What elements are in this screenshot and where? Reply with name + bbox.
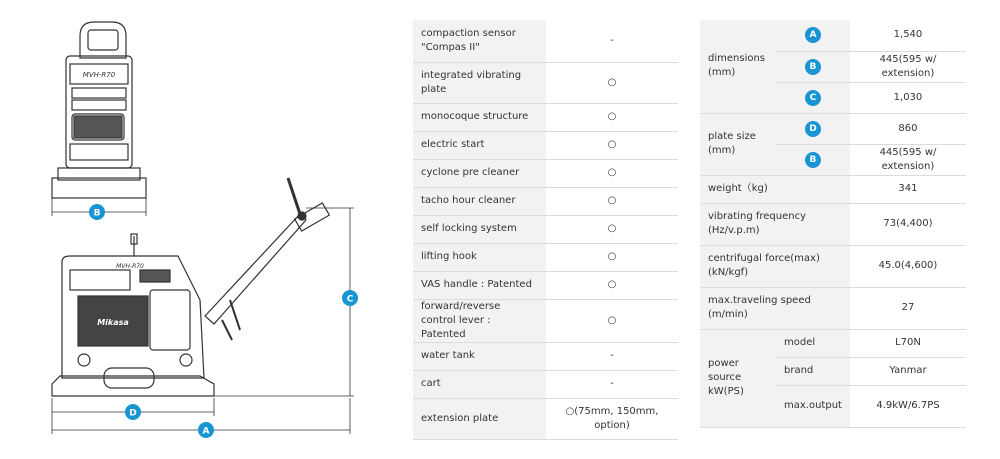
- machine-diagram: [0, 0, 400, 459]
- power-source-label: power source kW(PS): [700, 329, 776, 427]
- feature-label: cart: [413, 370, 546, 398]
- badge-a: [198, 422, 214, 438]
- feature-row: [413, 370, 678, 398]
- plate-size-d-value: 860: [850, 113, 966, 144]
- dimensions-label: dimensions (mm): [700, 20, 776, 113]
- feature-label: VAS handle : Patented: [413, 271, 546, 299]
- badge-c: [342, 290, 358, 306]
- badge-d: [125, 404, 141, 420]
- spec-row: [700, 203, 966, 245]
- front-view: [52, 22, 146, 198]
- feature-row: [413, 159, 678, 187]
- feature-value: -: [546, 370, 678, 398]
- feature-row: [413, 271, 678, 299]
- feature-label: integrated vibrating plate: [413, 62, 546, 103]
- feature-value: ○: [546, 271, 678, 299]
- feature-value: ○: [546, 159, 678, 187]
- badge-b: B: [805, 152, 821, 168]
- svg-text:C: C: [346, 294, 354, 305]
- feature-row: [413, 299, 678, 342]
- max-traveling-speed-label: max.traveling speed (m/min): [700, 287, 850, 329]
- spec-row: [700, 20, 966, 51]
- badge-b: B: [805, 59, 821, 75]
- dimension-c-value: 1,030: [850, 82, 966, 113]
- feature-value: ○: [546, 243, 678, 271]
- feature-row: [413, 215, 678, 243]
- feature-label: forward/reverse control lever : Patented: [413, 299, 546, 342]
- feature-label: lifting hook: [413, 243, 546, 271]
- dimension-a-value: 1,540: [850, 20, 966, 51]
- svg-text:A: A: [202, 426, 210, 437]
- feature-row: [413, 243, 678, 271]
- power-model-value: L70N: [850, 329, 966, 357]
- feature-row: [413, 398, 678, 439]
- feature-value: ○: [546, 187, 678, 215]
- feature-value: -: [546, 342, 678, 370]
- badge-b-front: [89, 204, 105, 220]
- power-model-label: model: [776, 329, 850, 357]
- specs-table: [700, 20, 966, 428]
- feature-value: ○: [546, 131, 678, 159]
- feature-label: monocoque structure: [413, 103, 546, 131]
- badge-d: D: [805, 121, 821, 137]
- power-brand-label: brand: [776, 357, 850, 385]
- power-brand-value: Yanmar: [850, 357, 966, 385]
- brand-text-side: Mikasa: [97, 318, 129, 327]
- spec-row: [700, 329, 966, 357]
- feature-value: ○(75mm, 150mm, option): [546, 398, 678, 439]
- feature-value: ○: [546, 215, 678, 243]
- feature-label: compaction sensor "Compas II": [413, 20, 546, 62]
- feature-label: electric start: [413, 131, 546, 159]
- spec-row: [700, 245, 966, 287]
- brand-text-front: Mikasa: [81, 149, 117, 159]
- svg-text:D: D: [129, 408, 137, 419]
- spec-row: [700, 175, 966, 203]
- feature-row: [413, 62, 678, 103]
- feature-value: ○: [546, 299, 678, 342]
- badge-a: A: [805, 27, 821, 43]
- feature-label: cyclone pre cleaner: [413, 159, 546, 187]
- feature-row: [413, 131, 678, 159]
- weight-label: weight（kg): [700, 175, 850, 203]
- model-tag-front: MVH-R70: [82, 71, 116, 79]
- centrifugal-force-label: centrifugal force(max) (kN/kgf): [700, 245, 850, 287]
- badge-c: C: [805, 90, 821, 106]
- features-table: [413, 20, 678, 440]
- feature-row: [413, 342, 678, 370]
- vibrating-frequency-label: vibrating frequency (Hz/v.p.m): [700, 203, 850, 245]
- feature-row: [413, 20, 678, 62]
- vibrating-frequency-value: 73(4,400): [850, 203, 966, 245]
- plate-size-b-value: 445(595 w/ extension): [850, 144, 966, 175]
- centrifugal-force-value: 45.0(4,600): [850, 245, 966, 287]
- svg-text:B: B: [93, 208, 101, 219]
- feature-label: self locking system: [413, 215, 546, 243]
- feature-row: [413, 103, 678, 131]
- feature-row: [413, 187, 678, 215]
- feature-label: tacho hour cleaner: [413, 187, 546, 215]
- plate-size-label: plate size (mm): [700, 113, 776, 175]
- spec-row: [700, 287, 966, 329]
- feature-label: extension plate: [413, 398, 546, 439]
- feature-label: water tank: [413, 342, 546, 370]
- spec-row: [700, 113, 966, 144]
- feature-value: ○: [546, 103, 678, 131]
- power-max-output-value: 4.9kW/6.7PS: [850, 385, 966, 427]
- power-max-output-label: max.output: [776, 385, 850, 427]
- dimension-b-value: 445(595 w/ extension): [850, 51, 966, 82]
- model-tag-side: MVH-R70: [116, 263, 144, 270]
- max-traveling-speed-value: 27: [850, 287, 966, 329]
- feature-value: ○: [546, 62, 678, 103]
- weight-value: 341: [850, 175, 966, 203]
- feature-value: -: [546, 20, 678, 62]
